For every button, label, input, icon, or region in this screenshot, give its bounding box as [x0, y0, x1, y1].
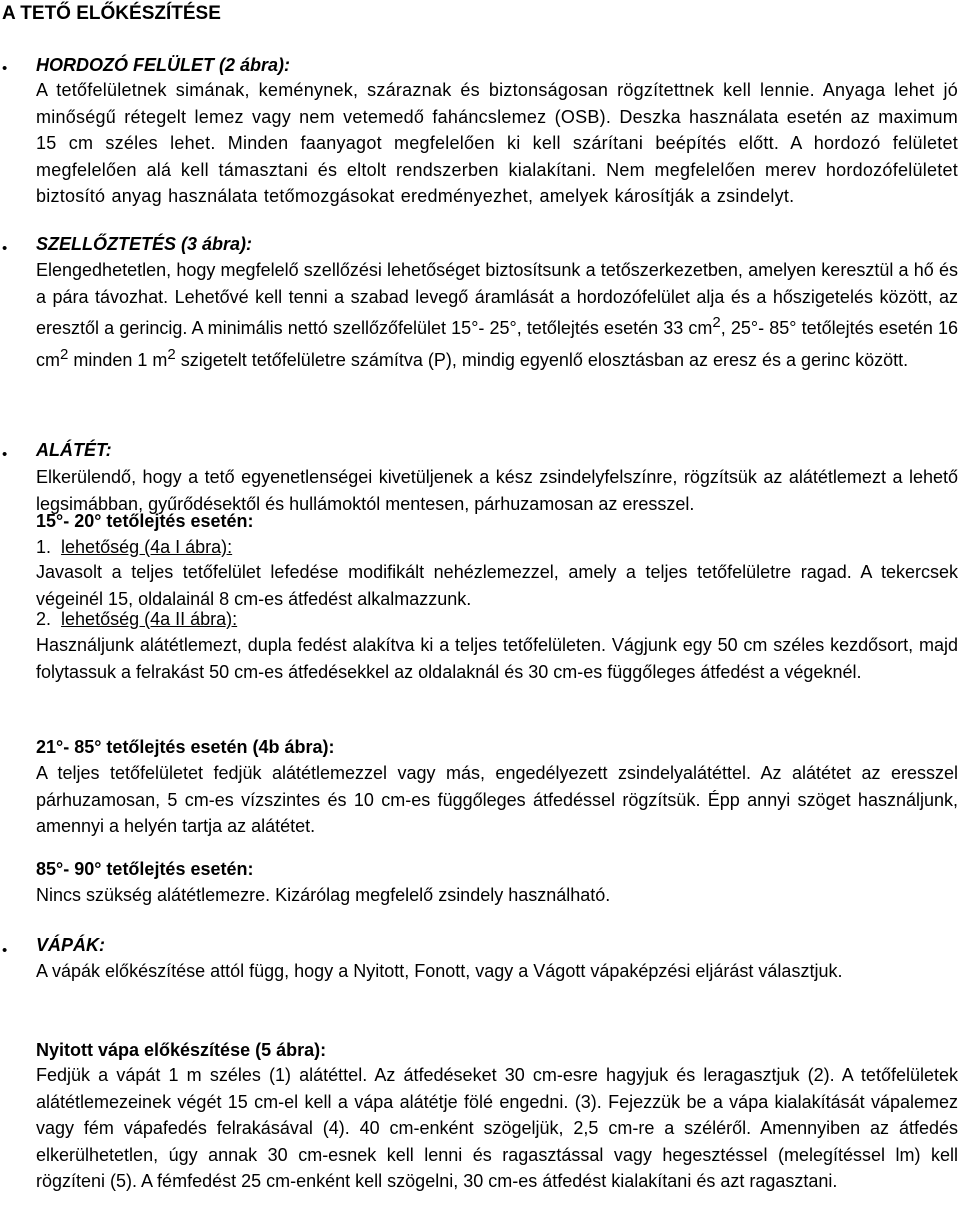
bullet-icon: • — [2, 240, 8, 257]
paragraph-nyitott-vapa: Fedjük a vápát 1 m széles (1) alátéttel. Az átfedéseket 30 cm-esre hagyjuk és leragasztjuk (2). A tetőfelületek alátétlemezeinek végét 15 cm-el kell a vápa alátétje fölé engedni. (3). Fejezzük be a vápa kialakítását vápalemez vagy fém vápafedés felrakásával (4). 40 cm-enként szögeljük, 2,5 cm-re a széléről. Amennyiben az átfedés elkerülhetetlen, úgy annak 30 cm-esnek kell lenni és ragasztással vagy hegesztéssel (melegítéssel lm) kell rögzíteni (5). A fémfedést 25 cm-enként kell szögelni, 30 cm-es átfedést kialakítani és azt ragasztani. — [36, 1065, 958, 1191]
option-2 — [36, 609, 237, 630]
szellozes-text-d: szigetelt tetőfelületre számítva (P), mindig egyenlő elosztásban az eresz és a gerinc között. — [175, 349, 909, 370]
paragraph-option-1: Javasolt a teljes tetőfelület lefedése modifikált nehézlemezzel, amely a teljes tetőfelületre ragad. A tekercsek végeinél 15, oldalainál 8 cm-es átfedést alkalmazzunk. — [36, 562, 958, 609]
szellozes-text-b: , 25°- 85° tetőlejtés esetén 16 cm — [36, 318, 958, 370]
option-2-label: lehetőség (4a II ábra): — [61, 609, 238, 629]
option-1 — [36, 537, 232, 558]
bullet-icon: • — [2, 446, 8, 463]
paragraph-option-2: Használjunk alátétlemezt, dupla fedést alakítva ki a teljes tetőfelületen. Vágjunk egy 50 cm széles kezdősort, majd folytassuk a felrakást 50 cm-es átfedésekkel az oldalaknál és 30 cm-es függőleges átfedést a végeknél. — [36, 635, 958, 682]
heading-85-90: 85°- 90° tetőlejtés esetén: — [36, 859, 254, 879]
bullet-icon: • — [2, 60, 8, 77]
option-1-label: lehetőség (4a I ábra): — [61, 537, 233, 557]
heading-nyitott-vapa: Nyitott vápa előkészítése (5 ábra): — [36, 1040, 327, 1060]
superscript: 2 — [60, 345, 69, 363]
heading-hordozo: HORDOZÓ FELÜLET (2 ábra): — [36, 55, 291, 75]
heading-szellozes: SZELLŐZTETÉS (3 ábra): — [36, 234, 253, 254]
paragraph-szellozes — [36, 257, 958, 373]
page-title: A TETŐ ELŐKÉSZÍTÉSE — [2, 3, 221, 24]
szellozes-text-c: minden 1 m — [68, 349, 168, 370]
superscript: 2 — [167, 345, 176, 363]
heading-vapak: VÁPÁK: — [36, 935, 106, 955]
szellozes-text-a: Elengedhetetlen, hogy megfelelő szellőzési lehetőséget biztosítsunk a tetőszerkezetben, amelyen keresztül a hő és a pára távozhat. Lehetővé kell tenni a szabad levegő áramlását a hordozófelület alja és a hőszigetelés között, az eresztől a gerincig. A minimális nettó szellőzőfelület 15°- 25°, tetőlejtés esetén 33 cm — [36, 260, 958, 338]
bullet-icon: • — [2, 942, 8, 959]
heading-15-20: 15°- 20° tetőlejtés esetén: — [36, 511, 254, 531]
option-2-number: 2. — [36, 609, 52, 629]
paragraph-hordozo: A tetőfelületnek simának, keménynek, száraznak és biztonságosan rögzítettnek kell lennie. Anyaga lehet jó minőségű rétegelt lemez vagy nem vetemedő faháncslemez (OSB). Deszka használata esetén az maximum 15 cm széles lehet. Minden faanyagot megfelelően ki kell szárítani beépítés előtt. A hordozó felületet megfelelően alá kell támasztani és eltolt rendszerben kialakítani. Nem megfelelően merev hordozófelületet biztosító anyag használata tetőmozgásokat eredményezhet, amelyek károsítják a zsindelyt. — [36, 80, 958, 206]
paragraph-85-90: Nincs szükség alátétlemezre. Kizárólag megfelelő zsindely használható. — [36, 885, 611, 905]
superscript: 2 — [712, 314, 721, 331]
paragraph-21-85: A teljes tetőfelületet fedjük alátétlemezzel vagy más, engedélyezett zsindelyalátéttel. Az alátétet az eresszel párhuzamosan, 5 cm-es vízszintes és 10 cm-es függőleges átfedéssel rögzítsük. Épp annyi szöget használjunk, amennyi a helyén tartja az alátétet. — [36, 763, 958, 836]
heading-alatet: ALÁTÉT: — [36, 440, 112, 460]
paragraph-vapak: A vápák előkészítése attól függ, hogy a Nyitott, Fonott, vagy a Vágott vápaképzési eljárást választjuk. — [36, 961, 843, 981]
paragraph-alatet: Elkerülendő, hogy a tető egyenetlenségei kivetüljenek a kész zsindelyfelszínre, rögzítsük az alátétlemezt a lehető legsimábban, gyűrődésektől és hullámoktól mentesen, párhuzamosan az eresszel. — [36, 467, 958, 514]
heading-21-85: 21°- 85° tetőlejtés esetén (4b ábra): — [36, 737, 335, 757]
option-1-number: 1. — [36, 537, 52, 557]
